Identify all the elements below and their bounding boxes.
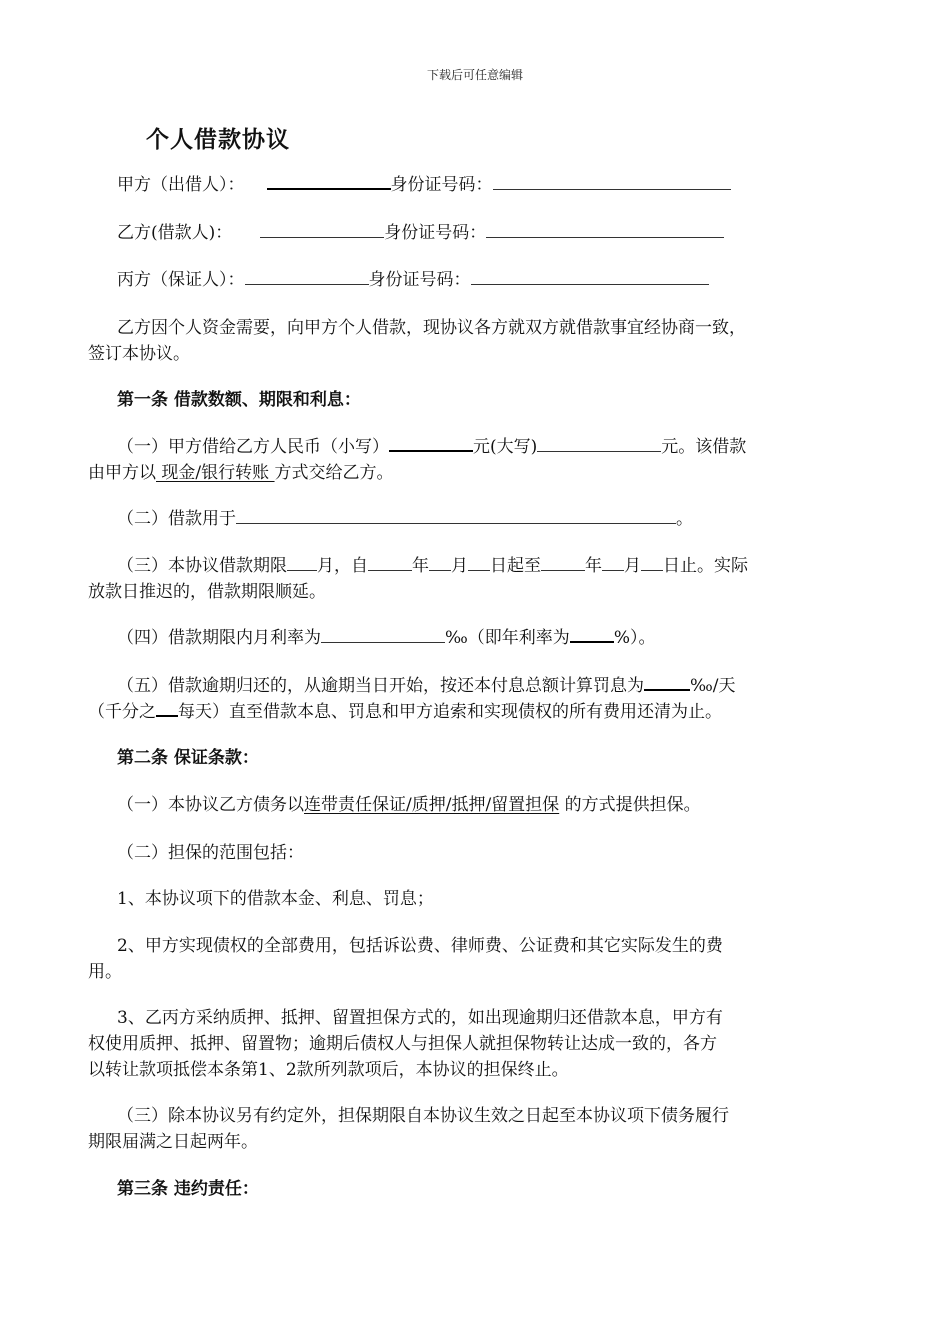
article-2-item-3-line-2: 权使用质押、抵押、留置物；逾期后债权人与担保人就担保物转让达成一致的，各方 — [88, 1034, 717, 1054]
party-c-label: 丙方（保证人）： — [117, 270, 245, 290]
header-note: 下载后可任意编辑 — [426, 68, 523, 82]
party-b-line — [117, 220, 724, 246]
party-b-id-blank — [486, 223, 724, 238]
start-month-blank — [429, 556, 451, 571]
clause-text: 的方式提供担保。 — [559, 795, 701, 815]
clause-text: 年 — [412, 556, 429, 576]
article-1-clause-1-line-2 — [88, 460, 394, 486]
clause-text: ‰/天 — [690, 676, 736, 696]
article-2-clause-3-line-1: （三）除本协议另有约定外，担保期限自本协议生效之日起至本协议项下债务履行 — [117, 1106, 729, 1126]
clause-text: 方式交给乙方。 — [274, 463, 394, 483]
clause-text: 日止。实际 — [663, 556, 748, 576]
annual-rate-blank — [570, 627, 614, 643]
article-1-clause-5-line-1 — [117, 673, 736, 699]
clause-text: （一）本协议乙方债务以 — [117, 795, 304, 815]
article-2-clause-3-line-2: 期限届满之日起两年。 — [88, 1132, 258, 1152]
clause-text: 月 — [451, 556, 468, 576]
payment-method: 现金/银行转账 — [156, 463, 275, 483]
loan-purpose-blank — [236, 509, 676, 524]
clause-text: （三）本协议借款期限 — [117, 556, 287, 576]
article-1-clause-3-line-2: 放款日推迟的，借款期限顺延。 — [88, 582, 326, 602]
clause-text: （五）借款逾期归还的，从逾期当日开始，按还本付息总额计算罚息为 — [117, 676, 644, 696]
article-2-item-3-line-3: 以转让款项抵偿本条第1、2款所列款项后，本协议的担保终止。 — [88, 1060, 569, 1080]
article-2-clause-2: （二）担保的范围包括： — [117, 843, 304, 863]
party-c-name-blank — [245, 270, 369, 285]
clause-text: 月，自 — [317, 556, 368, 576]
clause-text: （二）借款用于 — [117, 509, 236, 529]
party-a-line — [117, 172, 731, 198]
clause-text: %）。 — [613, 628, 656, 648]
clause-text: （一）甲方借给乙方人民币（小写） — [117, 437, 389, 457]
clause-text: 。 — [676, 509, 693, 529]
start-day-blank — [468, 556, 490, 571]
clause-text: 元。该借款 — [661, 437, 747, 457]
clause-text: ‰（即年利率为 — [445, 628, 570, 648]
party-a-name-blank — [267, 174, 391, 190]
article-1-heading: 第一条 借款数额、期限和利息： — [117, 390, 361, 410]
clause-text: 月 — [624, 556, 641, 576]
monthly-rate-blank — [321, 628, 445, 643]
clause-text: （四）借款期限内月利率为 — [117, 628, 321, 648]
end-month-blank — [602, 556, 624, 571]
article-1-clause-3-line-1 — [117, 553, 748, 579]
party-c-id-blank — [471, 270, 709, 285]
party-a-id-blank — [493, 175, 731, 190]
penalty-rate-blank — [644, 675, 690, 691]
article-2-item-3-line-1: 3、乙丙方采纳质押、抵押、留置担保方式的，如出现逾期归还借款本息，甲方有 — [117, 1008, 723, 1028]
start-year-blank — [368, 556, 412, 571]
article-1-clause-5-line-2 — [88, 699, 722, 725]
clause-text: 每天）直至借款本息、罚息和甲方追索和实现债权的所有费用还清为止。 — [178, 702, 722, 722]
party-c-line — [117, 267, 709, 293]
clause-text: （千分之 — [88, 702, 156, 722]
party-b-name-blank — [260, 223, 384, 238]
clause-text: 由甲方以 — [88, 463, 156, 483]
party-a-label: 甲方（出借人）： — [117, 175, 245, 195]
article-1-clause-1-line-1 — [117, 434, 746, 460]
article-1-clause-2 — [117, 506, 693, 532]
term-months-blank — [287, 556, 317, 571]
article-2-heading: 第二条 保证条款： — [117, 748, 259, 768]
party-b-label: 乙方(借款人)： — [117, 223, 233, 243]
guarantee-method: 连带责任保证/质押/抵押/留置担保 — [304, 795, 560, 815]
amount-small-blank — [389, 436, 473, 452]
document-title: 个人借款协议 — [146, 126, 290, 153]
end-day-blank — [641, 556, 663, 571]
clause-text: 日起至 — [490, 556, 541, 576]
intro-line-1: 乙方因个人资金需要，向甲方个人借款，现协议各方就双方就借款事宜经协商一致， — [117, 318, 746, 338]
penalty-per-mille-blank — [156, 701, 178, 717]
party-c-id-label: 身份证号码： — [368, 270, 471, 290]
article-2-item-1: 1、本协议项下的借款本金、利息、罚息； — [117, 889, 434, 909]
party-a-id-label: 身份证号码： — [390, 175, 493, 195]
clause-text: 元(大写) — [473, 437, 538, 457]
clause-text: 年 — [585, 556, 602, 576]
article-2-clause-1 — [117, 792, 701, 818]
article-3-heading: 第三条 违约责任： — [117, 1179, 259, 1199]
intro-line-2: 签订本协议。 — [88, 344, 190, 364]
article-1-clause-4 — [117, 625, 655, 651]
amount-capital-blank — [537, 437, 661, 452]
article-2-item-2-line-1: 2、甲方实现债权的全部费用，包括诉讼费、律师费、公证费和其它实际发生的费 — [117, 936, 723, 956]
party-b-id-label: 身份证号码： — [384, 223, 487, 243]
end-year-blank — [541, 556, 585, 571]
article-2-item-2-line-2: 用。 — [88, 962, 122, 982]
